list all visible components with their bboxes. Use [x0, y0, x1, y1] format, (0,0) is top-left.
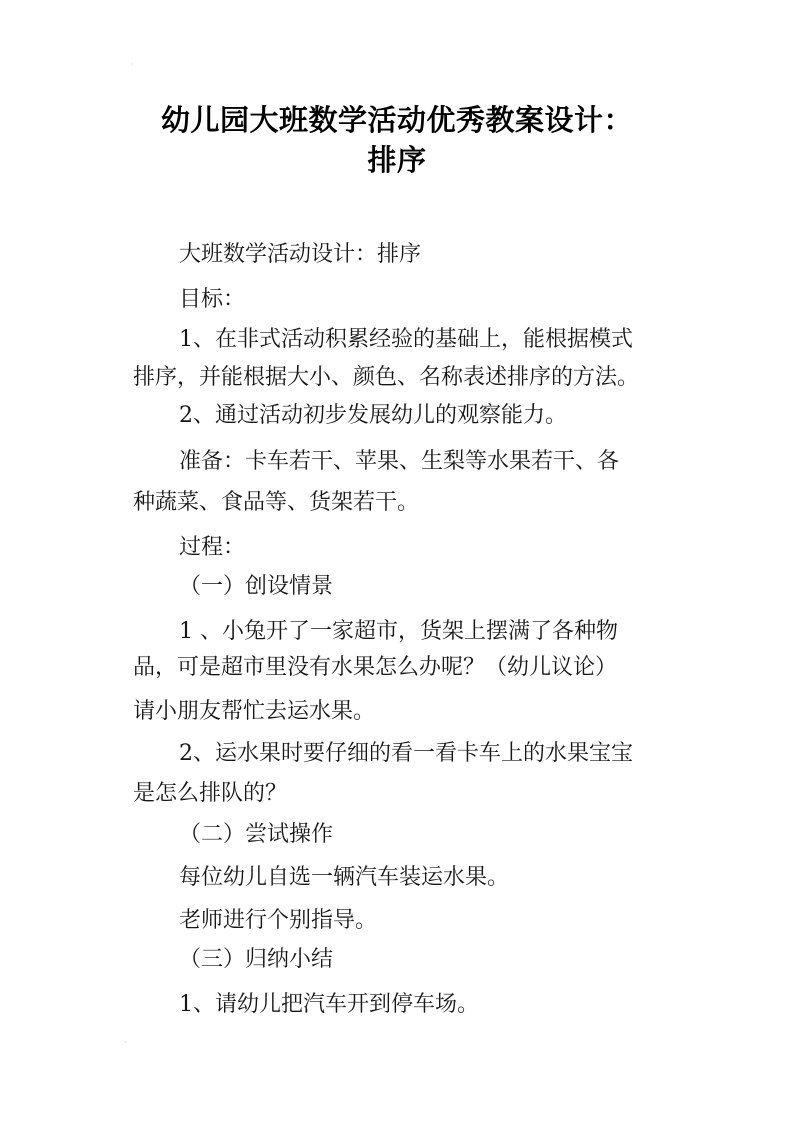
paragraph-process-label: 过程： — [179, 535, 246, 560]
paragraph-goal-1-line-1: 1、在非式活动积累经验的基础上，能根据模式 — [179, 327, 633, 352]
section-1-heading: （一）创设情景 — [179, 574, 334, 599]
scan-speck: · — [131, 60, 134, 69]
paragraph-goal-2: 2、通过活动初步发展幼儿的观察能力。 — [179, 403, 567, 428]
paragraph-summary-1: 1、请幼儿把汽车开到停车场。 — [179, 992, 479, 1017]
document-title-line-1: 幼儿园大班数学活动优秀教案设计： — [160, 103, 633, 137]
paragraph-step-1-line-3: 请小朋友帮忙去运水果。 — [133, 699, 376, 724]
paragraph-step-2-line-1: 2、运水果时要仔细的看一看卡车上的水果宝宝 — [179, 741, 633, 766]
paragraph-preparation-line-1: 准备：卡车若干、苹果、生梨等水果若干、各 — [179, 449, 620, 474]
section-3-heading: （三）归纳小结 — [179, 947, 334, 972]
paragraph-step-2-line-2: 是怎么排队的？ — [133, 781, 288, 806]
paragraph-preparation-line-2: 种蔬菜、食品等、货架若干。 — [133, 490, 420, 515]
paragraph-teacher-guide: 老师进行个别指导。 — [179, 908, 378, 933]
paragraph-step-1-line-2: 品，可是超市里没有水果怎么办呢？（幼儿议论） — [133, 655, 618, 680]
scan-speck: · — [124, 1038, 127, 1047]
paragraph-step-1-line-1: 1 、小兔开了一家超市，货架上摆满了各种物 — [179, 619, 618, 644]
paragraph-heading: 大班数学活动设计：排序 — [179, 242, 422, 267]
paragraph-goal-1-line-2: 排序，并能根据大小、颜色、名称表述排序的方法。 — [133, 365, 640, 390]
section-2-heading: （二）尝试操作 — [179, 822, 334, 847]
paragraph-self-select: 每位幼儿自选一辆汽车装运水果。 — [179, 865, 510, 890]
paragraph-goal-label: 目标： — [179, 287, 246, 312]
document-title-line-2: 排序 — [367, 143, 427, 177]
